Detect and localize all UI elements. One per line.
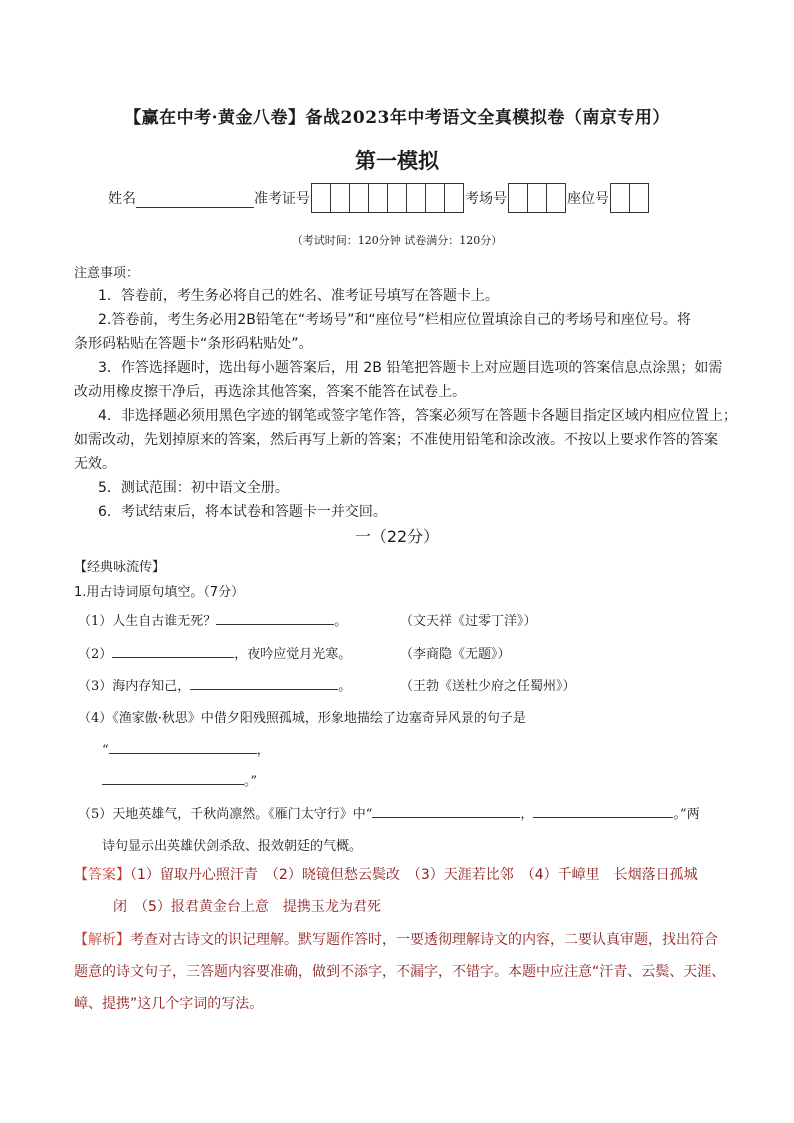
analysis-line-2: 题意的诗文句子，三答题内容要准确，做到不添字，不漏字，不错字。本题中应注意“汗青、云鬓、天涯、 bbox=[74, 964, 726, 980]
q2-end: ，夜吟应觉月光寒。 bbox=[234, 647, 352, 662]
notice-item-4c: 无效。 bbox=[74, 456, 116, 472]
q5-blank-2[interactable] bbox=[533, 803, 673, 818]
analysis-text-1: 考查对古诗文的识记理解。默写题作答时，一要透彻理解诗文的内容，二要认真审题，找出符合 bbox=[130, 932, 718, 948]
analysis-tag: 【解析】 bbox=[74, 932, 130, 948]
notice-item-3a: 3．作答选择题时，选出每小题答案后，用 2B 铅笔把答题卡上对应题目选项的答案信息点涂黑；如需 bbox=[98, 360, 723, 376]
notice-item-2b: 条形码粘贴在答题卡“条形码粘贴处”。 bbox=[74, 336, 313, 352]
q1-prefix: （1）人生自古谁无死？ bbox=[78, 614, 217, 629]
q1-end: 。 bbox=[334, 614, 348, 629]
q5-end: 。”两 bbox=[673, 807, 700, 822]
question-4: （4）《渔家傲·秋思》中借夕阳残照孤城，形象地描绘了边塞奇异风景的句子是 bbox=[78, 711, 526, 726]
q2-source: （李商隐《无题》） bbox=[400, 647, 511, 662]
q4-blank-2[interactable] bbox=[102, 770, 244, 785]
q5-blank-1[interactable] bbox=[372, 803, 520, 818]
candidate-info-row bbox=[108, 183, 650, 213]
room-boxes[interactable] bbox=[508, 183, 566, 213]
notice-item-3b: 改动用橡皮擦干净后，再选涂其他答案，答案不能答在试卷上。 bbox=[74, 384, 466, 400]
answer-line-2: 闭 （5）报君黄金台上意 提携玉龙为君死 bbox=[113, 899, 381, 915]
q1-source: （文天祥《过零丁洋》） bbox=[400, 614, 537, 629]
seat-boxes[interactable] bbox=[610, 183, 649, 213]
paper-title: 【赢在中考·黄金八卷】备战2023年中考语文全真模拟卷（南京专用） bbox=[124, 108, 670, 128]
analysis-line-1 bbox=[74, 929, 718, 949]
question-2 bbox=[78, 643, 351, 662]
notice-item-2a: 2.答卷前，考生务必用2B铅笔在“考场号”和“座位号”栏相应位置填涂自己的考场号和座位号。将 bbox=[98, 312, 691, 328]
notice-item-4a: 4．非选择题必须用黑色字迹的钢笔或签字笔作答，答案必须写在答题卡各题目指定区域内相应位置上； bbox=[98, 408, 737, 424]
q3-end: 。 bbox=[338, 679, 352, 694]
q3-prefix: （3）海内存知己， bbox=[78, 679, 191, 694]
q5-comma: ， bbox=[520, 807, 534, 822]
notice-item-5: 5．测试范围：初中语文全册。 bbox=[98, 480, 289, 496]
notice-item-4b: 如需改动，先划掉原来的答案，然后再写上新的答案；不准使用铅笔和涂改液。不按以上要求作答的答案 bbox=[74, 432, 718, 448]
q2-prefix: （2） bbox=[78, 647, 113, 662]
question-5 bbox=[78, 803, 700, 822]
id-label: 准考证号 bbox=[254, 191, 310, 207]
question-3 bbox=[78, 675, 351, 694]
notice-item-1: 1．答卷前，考生务必将自己的姓名、准考证号填写在答题卡上。 bbox=[98, 288, 499, 304]
room-label: 考场号 bbox=[465, 191, 507, 207]
q4-close: 。” bbox=[244, 774, 258, 789]
exam-time: （考试时间：120分钟 试卷满分：120分） bbox=[291, 234, 503, 247]
q3-source: （王勃《送杜少府之任蜀州》） bbox=[400, 679, 576, 694]
id-boxes[interactable] bbox=[311, 183, 464, 213]
q4-line-2 bbox=[102, 770, 257, 789]
q5-line-2: 诗句显示出英雄伏剑杀敌、报效朝廷的气概。 bbox=[102, 839, 363, 854]
question-stem: 1.用古诗词原句填空。（7分） bbox=[74, 585, 245, 600]
section-title: 一（22分） bbox=[354, 527, 440, 546]
q4-blank-1[interactable] bbox=[109, 739, 257, 754]
analysis-line-3: 嶂、提携”这几个字词的写法。 bbox=[74, 996, 264, 1012]
answer-tag: 【答案】 bbox=[74, 867, 130, 883]
q1-blank[interactable] bbox=[216, 610, 334, 625]
notice-item-6: 6．考试结束后，将本试卷和答题卡一并交回。 bbox=[98, 504, 387, 520]
seat-label: 座位号 bbox=[567, 191, 609, 207]
question-1 bbox=[78, 610, 347, 629]
q4-open-quote: “ bbox=[102, 743, 109, 758]
q4-line-1 bbox=[102, 739, 270, 758]
answer-text-1: （1）留取丹心照汗青 （2）晓镜但愁云鬓改 （3）天涯若比邻 （4）千嶂里 长烟落日孤城 bbox=[130, 867, 698, 883]
category-title: 【经典咏流传】 bbox=[74, 560, 166, 575]
name-blank[interactable] bbox=[136, 189, 254, 208]
q5-prefix: （5）天地英雄气，千秋尚凛然。《雁门太守行》中“ bbox=[78, 807, 373, 822]
name-label: 姓名 bbox=[108, 191, 136, 207]
answer-line-1 bbox=[74, 864, 698, 884]
q4-comma: ， bbox=[256, 743, 270, 758]
paper-subtitle: 第一模拟 bbox=[355, 149, 439, 173]
notice-heading: 注意事项： bbox=[74, 266, 140, 281]
q2-blank[interactable] bbox=[112, 643, 234, 658]
q3-blank[interactable] bbox=[190, 675, 338, 690]
